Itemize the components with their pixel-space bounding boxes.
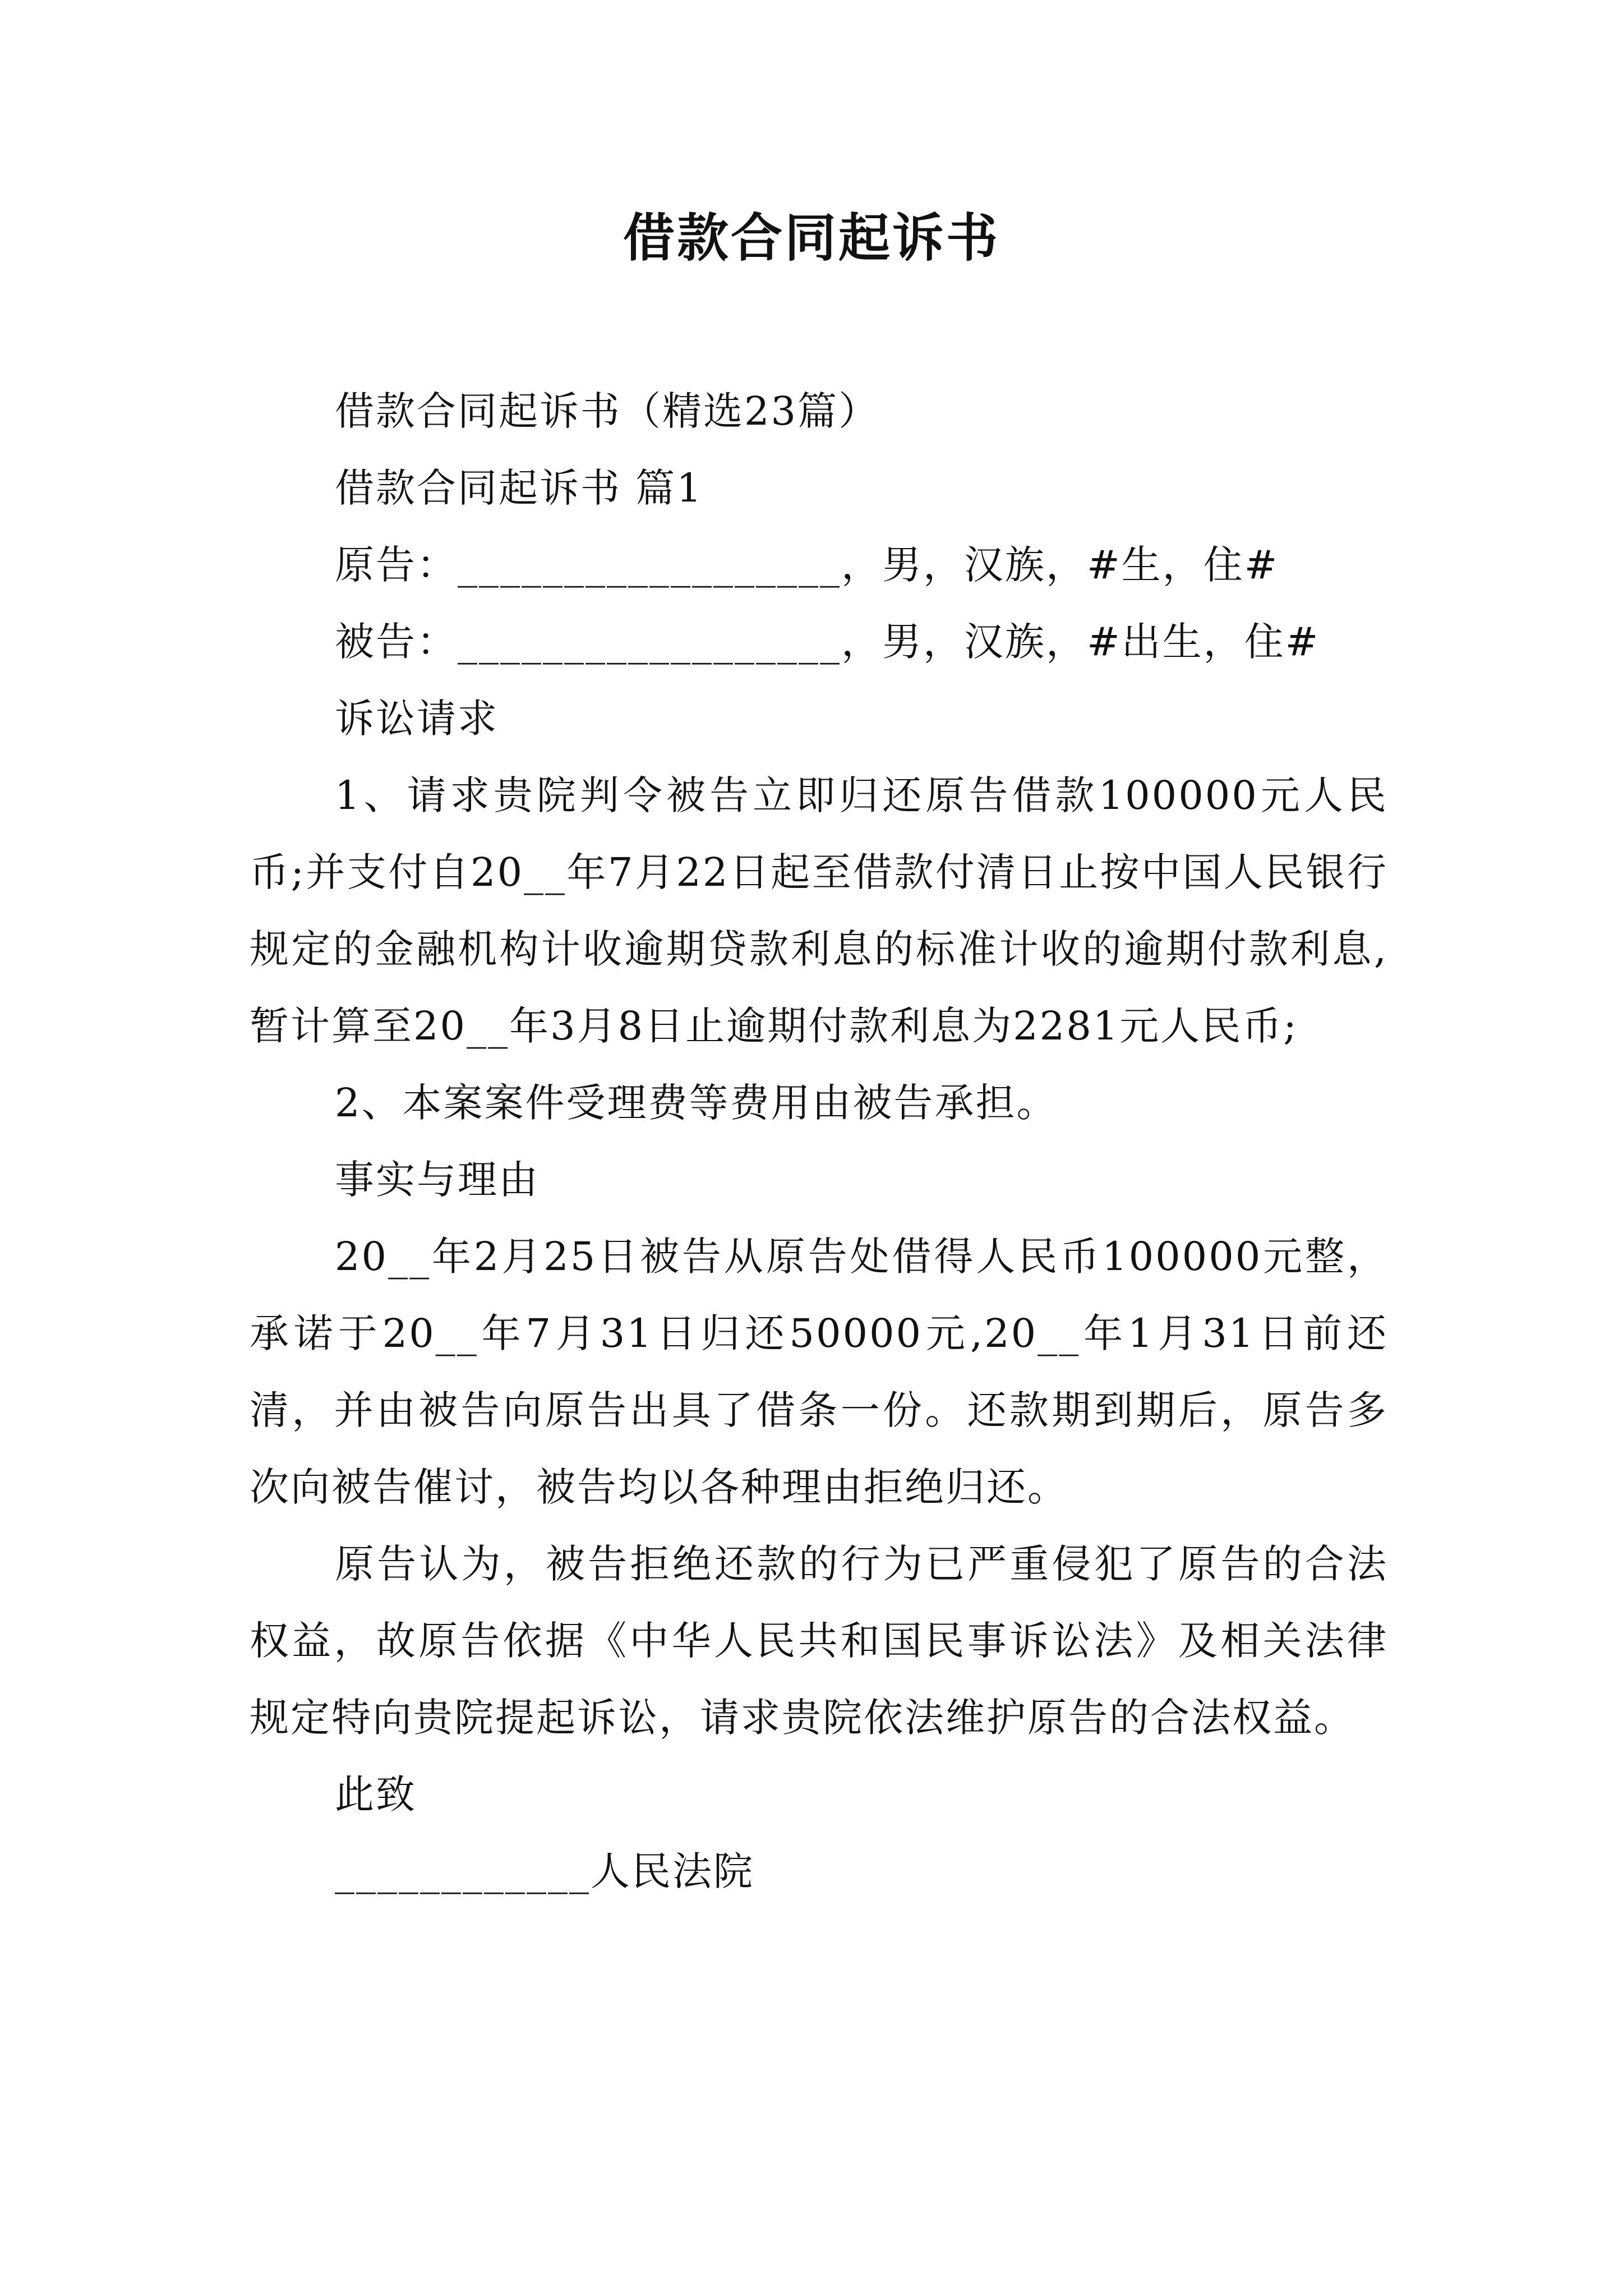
- claim-2-paragraph: 2、本案案件受理费等费用由被告承担。: [335, 1080, 1058, 1126]
- defendant-line: 被告：__________________，男，汉族，#出生，住#: [335, 619, 1320, 665]
- document-body: [250, 373, 1388, 1910]
- closing-salutation: 此致: [335, 1772, 417, 1818]
- facts-paragraph-1: 20__年2月25日被告从原告处借得人民币100000元整，承诺于20__年7月31日归还50000元,20__年1月31日前还清，并由被告向原告出具了借条一份。还款期到期后，原告多次向被告催讨，被告均以各种理由拒绝归还。: [250, 1234, 1388, 1510]
- court-addressee: ____________人民法院: [335, 1848, 754, 1894]
- facts-heading: 事实与理由: [335, 1157, 540, 1203]
- claim-1-paragraph: 1、请求贵院判令被告立即归还原告借款100000元人民币;并支付自20__年7月22日起至借款付清日止按中国人民银行规定的金融机构计收逾期贷款利息的标准计收的逾期付款利息,暂计算至20__年3月8日止逾期付款利息为2281元人民币;: [250, 772, 1388, 1049]
- facts-paragraph-2: 原告认为，被告拒绝还款的行为已严重侵犯了原告的合法权益，故原告依据《中华人民共和国民事诉讼法》及相关法律规定特向贵院提起诉讼，请求贵院依法维护原告的合法权益。: [250, 1541, 1388, 1741]
- claims-heading: 诉讼请求: [335, 696, 499, 742]
- plaintiff-line: 原告：__________________，男，汉族，#生，住#: [335, 542, 1279, 588]
- document-title: 借款合同起诉书: [623, 208, 1000, 268]
- part-heading: 借款合同起诉书 篇1: [335, 465, 703, 511]
- subtitle: 借款合同起诉书（精选23篇）: [335, 388, 880, 434]
